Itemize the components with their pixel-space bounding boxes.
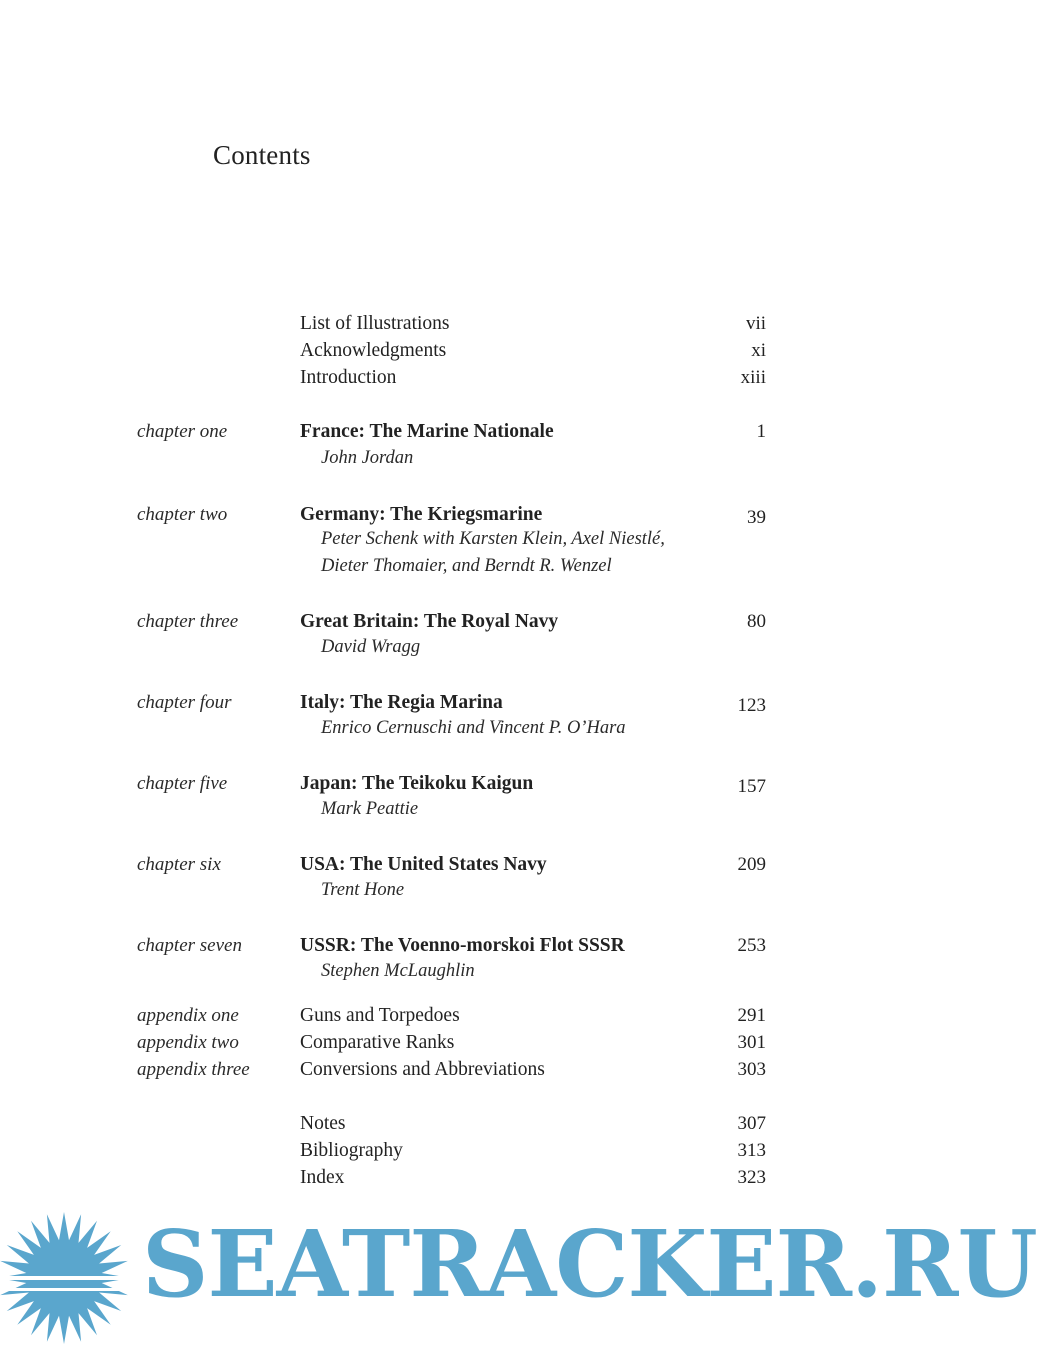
chapter-author: Enrico Cernuschi and Vincent P. O’Hara [321, 718, 626, 738]
toc-entry-back-3[interactable] [0, 1163, 900, 1190]
toc-entry-front-2[interactable] [0, 336, 900, 363]
chapter-author: Dieter Thomaier, and Berndt R. Wenzel [321, 556, 612, 576]
chapter-page: 157 [737, 776, 766, 797]
sun-icon [0, 1210, 134, 1350]
chapter-page: 253 [737, 935, 766, 956]
watermark-text: SEATRACKER.RU [142, 1210, 1037, 1318]
chapter-label: chapter three [137, 611, 239, 632]
toc-appendix-3[interactable] [0, 1055, 900, 1082]
toc-chapter-2[interactable] [0, 500, 900, 527]
chapter-page: 209 [737, 854, 766, 875]
chapter-label: chapter one [137, 421, 228, 442]
chapter-title: Italy: The Regia Marina [300, 692, 503, 713]
entry-page: 307 [737, 1113, 766, 1134]
chapter-page: 1 [756, 421, 766, 442]
toc-appendix-1[interactable] [0, 1001, 900, 1028]
chapter-title: USSR: The Voenno-morskoi Flot SSSR [300, 935, 625, 956]
entry-page: xi [751, 340, 766, 361]
appendix-page: 303 [737, 1059, 766, 1080]
chapter-title: Germany: The Kriegsmarine [300, 504, 543, 525]
entry-page: 323 [737, 1167, 766, 1188]
chapter-page: 123 [737, 695, 766, 716]
toc-chapter-3[interactable] [0, 607, 900, 634]
appendix-title: Guns and Torpedoes [300, 1005, 460, 1026]
entry-title: Index [300, 1167, 345, 1188]
chapter-author: David Wragg [321, 637, 421, 657]
chapter-label: chapter six [137, 854, 221, 875]
chapter-label: chapter two [137, 504, 228, 525]
toc-chapter-1[interactable] [0, 417, 900, 444]
toc-chapter-4[interactable] [0, 688, 900, 715]
entry-page: 313 [737, 1140, 766, 1161]
entry-title: Notes [300, 1113, 346, 1134]
toc-chapter-5[interactable] [0, 769, 900, 796]
appendix-title: Comparative Ranks [300, 1032, 455, 1053]
entry-title: Bibliography [300, 1140, 403, 1161]
toc-chapter-7[interactable] [0, 931, 900, 958]
chapter-author: John Jordan [321, 448, 414, 468]
chapter-author: Mark Peattie [321, 799, 419, 819]
chapter-label: chapter seven [137, 935, 242, 956]
page-title: Contents [213, 140, 311, 170]
appendix-label: appendix two [137, 1032, 239, 1053]
chapter-title: Japan: The Teikoku Kaigun [300, 773, 534, 794]
chapter-label: chapter five [137, 773, 228, 794]
toc-entry-back-1[interactable] [0, 1109, 900, 1136]
chapter-label: chapter four [137, 692, 232, 713]
chapter-author: Peter Schenk with Karsten Klein, Axel Niestlé, [321, 529, 665, 549]
chapter-title: USA: The United States Navy [300, 854, 547, 875]
entry-page: xiii [740, 367, 766, 388]
chapter-author: Trent Hone [321, 880, 405, 900]
chapter-title: France: The Marine Nationale [300, 421, 554, 442]
toc-entry-front-3[interactable] [0, 363, 900, 390]
chapter-page: 80 [747, 611, 766, 632]
toc-entry-front-1[interactable] [0, 309, 900, 336]
entry-title: Introduction [300, 367, 397, 388]
appendix-label: appendix three [137, 1059, 250, 1080]
entry-title: Acknowledgments [300, 340, 447, 361]
appendix-page: 291 [737, 1005, 766, 1026]
appendix-title: Conversions and Abbreviations [300, 1059, 545, 1080]
toc-chapter-6[interactable] [0, 850, 900, 877]
chapter-page: 39 [747, 507, 766, 528]
entry-title: List of Illustrations [300, 313, 450, 334]
appendix-label: appendix one [137, 1005, 239, 1026]
toc-entry-back-2[interactable] [0, 1136, 900, 1163]
chapter-author: Stephen McLaughlin [321, 961, 475, 981]
chapter-title: Great Britain: The Royal Navy [300, 611, 559, 632]
entry-page: vii [745, 313, 766, 334]
toc-appendix-2[interactable] [0, 1028, 900, 1055]
appendix-page: 301 [737, 1032, 766, 1053]
